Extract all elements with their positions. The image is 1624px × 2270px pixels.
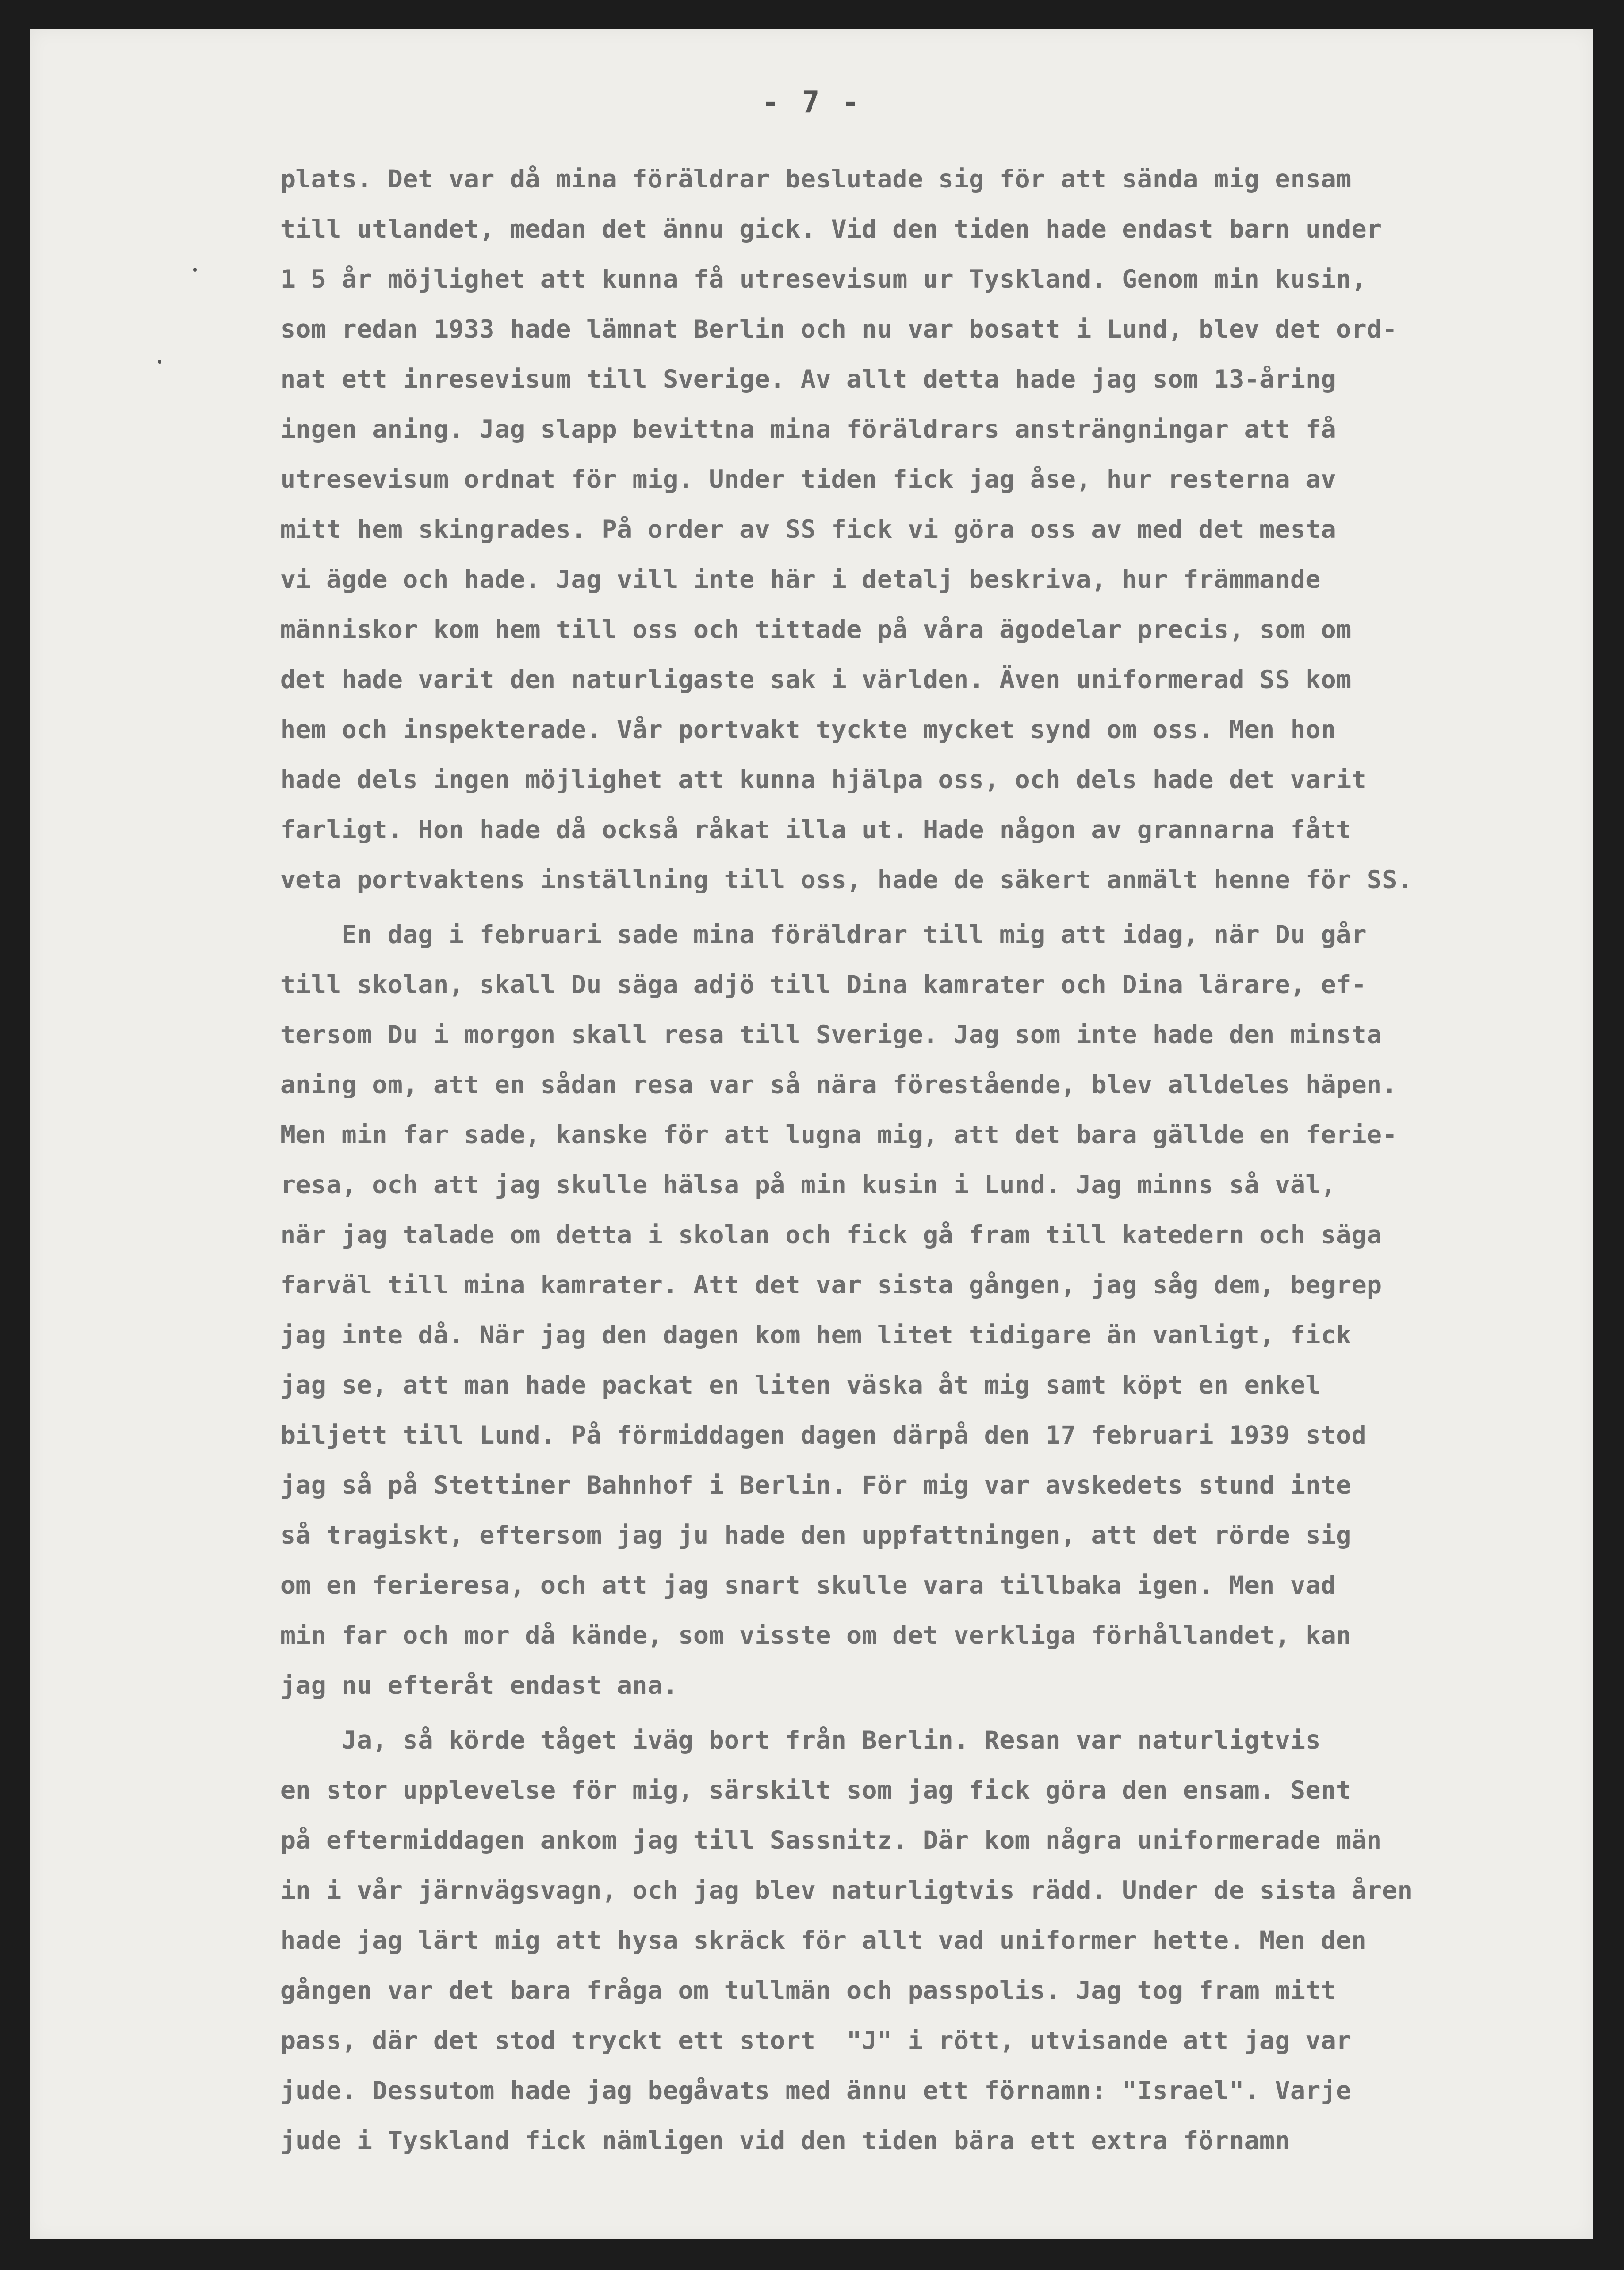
text-line: om en ferieresa, och att jag snart skulle vara tillbaka igen. Men vad — [280, 1571, 1336, 1600]
margin-dot — [193, 268, 197, 272]
text-line: vi ägde och hade. Jag vill inte här i detalj beskriva, hur främmande — [280, 565, 1321, 594]
text-line: farväl till mina kamrater. Att det var sista gången, jag såg dem, begrep — [280, 1271, 1382, 1300]
text-line: en stor upplevelse för mig, särskilt som jag fick göra den ensam. Sent — [280, 1776, 1352, 1805]
text-line: Men min far sade, kanske för att lugna mig, att det bara gällde en ferie- — [280, 1121, 1397, 1149]
text-line: veta portvaktens inställning till oss, hade de säkert anmält henne för SS. — [280, 866, 1413, 894]
text-line: nat ett inresevisum till Sverige. Av allt detta hade jag som 13-åring — [280, 365, 1336, 394]
text-line: hade jag lärt mig att hysa skräck för allt vad uniformer hette. Men den — [280, 1926, 1367, 1955]
text-line: gången var det bara fråga om tullmän och passpolis. Jag tog fram mitt — [280, 1976, 1336, 2005]
text-line: plats. Det var då mina föräldrar beslutade sig för att sända mig ensam — [280, 165, 1352, 194]
text-line: jude i Tyskland fick nämligen vid den tiden bära ett extra förnamn — [280, 2126, 1290, 2155]
text-line: på eftermiddagen ankom jag till Sassnitz. Där kom några uniformerade män — [280, 1826, 1382, 1855]
text-line: in i vår järnvägsvagn, och jag blev naturligtvis rädd. Under de sista åren — [280, 1876, 1413, 1905]
text-line: som redan 1933 hade lämnat Berlin och nu var bosatt i Lund, blev det ord- — [280, 315, 1397, 344]
text-line: när jag talade om detta i skolan och fick gå fram till katedern och säga — [280, 1221, 1382, 1250]
text-line: hade dels ingen möjlighet att kunna hjälpa oss, och dels hade det varit — [280, 765, 1367, 794]
text-line: till utlandet, medan det ännu gick. Vid den tiden hade endast barn under — [280, 215, 1382, 244]
text-line: jude. Dessutom hade jag begåvats med ännu ett förnamn: "Israel". Varje — [280, 2076, 1352, 2105]
paragraph — [280, 154, 1565, 905]
text-line: Ja, så körde tåget iväg bort från Berlin. Resan var naturligtvis — [280, 1726, 1321, 1755]
text-line: det hade varit den naturligaste sak i världen. Även uniformerad SS kom — [280, 665, 1352, 694]
text-line: ingen aning. Jag slapp bevittna mina föräldrars ansträngningar att få — [280, 415, 1336, 444]
text-line: resa, och att jag skulle hälsa på min kusin i Lund. Jag minns så väl, — [280, 1171, 1336, 1199]
typewritten-page — [30, 29, 1593, 2239]
text-line: 1 5 år möjlighet att kunna få utresevisum ur Tyskland. Genom min kusin, — [280, 265, 1367, 294]
text-line: jag se, att man hade packat en liten väska åt mig samt köpt en enkel — [280, 1371, 1321, 1400]
paragraph — [280, 910, 1565, 1711]
text-line: min far och mor då kände, som visste om det verkliga förhållandet, kan — [280, 1621, 1352, 1650]
page-number: - 7 - — [761, 85, 862, 120]
text-line: jag nu efteråt endast ana. — [280, 1671, 678, 1700]
text-line: utresevisum ordnat för mig. Under tiden fick jag åse, hur resterna av — [280, 465, 1336, 494]
text-line: En dag i februari sade mina föräldrar till mig att idag, när Du går — [280, 920, 1367, 949]
text-line: pass, där det stod tryckt ett stort "J" i rött, utvisande att jag var — [280, 2026, 1352, 2055]
text-line: människor kom hem till oss och tittade på våra ägodelar precis, som om — [280, 615, 1352, 644]
text-line: farligt. Hon hade då också råkat illa ut. Hade någon av grannarna fått — [280, 816, 1352, 844]
document-body — [280, 154, 1565, 2166]
text-line: biljett till Lund. På förmiddagen dagen därpå den 17 februari 1939 stod — [280, 1421, 1367, 1450]
margin-dot — [158, 360, 161, 364]
text-line: jag inte då. När jag den dagen kom hem litet tidigare än vanligt, fick — [280, 1321, 1352, 1350]
text-line: hem och inspekterade. Vår portvakt tyckte mycket synd om oss. Men hon — [280, 715, 1336, 744]
text-line: aning om, att en sådan resa var så nära förestående, blev alldeles häpen. — [280, 1071, 1397, 1099]
text-line: så tragiskt, eftersom jag ju hade den uppfattningen, att det rörde sig — [280, 1521, 1352, 1550]
text-line: jag så på Stettiner Bahnhof i Berlin. För mig var avskedets stund inte — [280, 1471, 1352, 1500]
text-line: till skolan, skall Du säga adjö till Dina kamrater och Dina lärare, ef- — [280, 970, 1367, 999]
paragraph — [280, 1716, 1565, 2166]
text-line: tersom Du i morgon skall resa till Sverige. Jag som inte hade den minsta — [280, 1020, 1382, 1049]
text-line: mitt hem skingrades. På order av SS fick vi göra oss av med det mesta — [280, 515, 1336, 544]
